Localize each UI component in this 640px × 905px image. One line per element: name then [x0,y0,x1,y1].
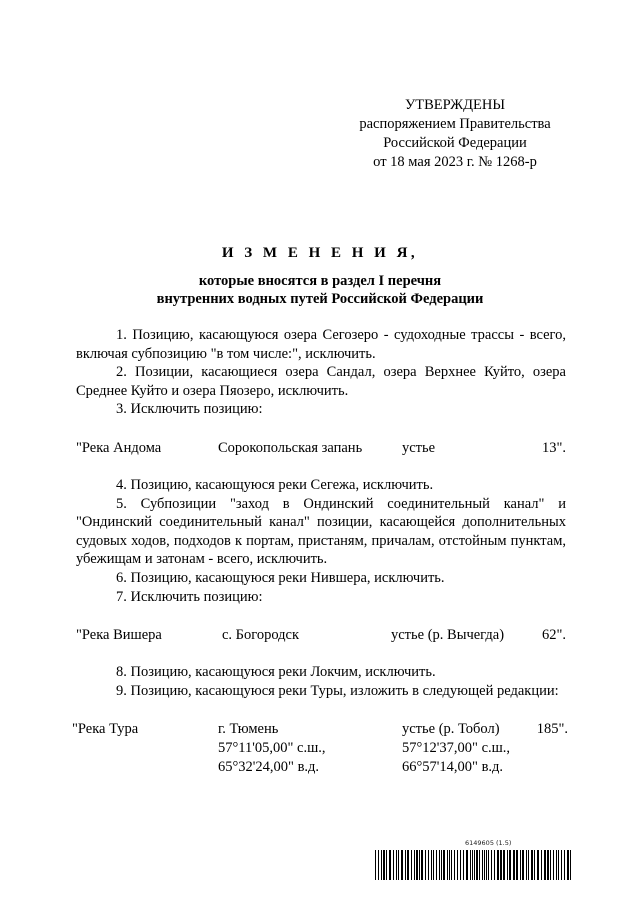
document-code: 6149605 (1.5) [465,839,512,847]
entry-tura-river-col [72,720,138,739]
title-line-1: которые вносятся в раздел I перечня [198,273,442,289]
entry-andoma-to: устье [402,439,436,456]
entry-tura-from-1: г. Тюмень [218,721,279,738]
entry-tura-length: 185". [536,721,568,738]
entry-tura-to-3: 66°57'14,00" в.д. [402,759,504,776]
approval-authority: распоряжением Правительства [359,116,551,132]
entry-andoma-length: 13". [541,439,566,456]
item-6: 6. Позицию, касающуюся реки Нившера, исключить. [116,569,445,586]
entry-tura-length-col [537,720,568,739]
item-1: 1. Позицию, касающуюся озера Сегозеро - судоходные трассы - всего, включая субпозицию "в том числе:", исключить. [76,327,566,362]
entry-andoma-from: Сорокопольская запань [218,439,363,456]
entry-tura [72,720,568,778]
entry-tura-to-1: устье (р. Тобол) [402,721,500,738]
entry-tura-from-col [218,720,326,777]
approval-date-number: от 18 мая 2023 г. № 1268-р [373,154,537,170]
entry-vishera-from: с. Богородск [222,627,300,644]
entry-vishera-length: 62". [541,627,566,644]
item-4: 4. Позицию, касающуюся реки Сегежа, исключить. [116,476,434,493]
item-7: 7. Исключить позицию: [116,588,263,605]
item-3: 3. Исключить позицию: [116,401,263,418]
entry-andoma-river: "Река Андома [76,439,162,456]
entry-andoma [76,439,566,458]
title-line-2: внутренних водных путей Российской Федерации [156,291,484,307]
approval-stamp [340,96,570,172]
item-2: 2. Позиции, касающиеся озера Сандал, озера Верхнее Куйто, озера Среднее Куйто и озера Пяозеро, исключить. [76,364,566,399]
entry-vishera-river: "Река Вишера [76,627,162,644]
item-9: 9. Позицию, касающуюся реки Туры, изложить в следующей редакции: [116,682,559,699]
entry-tura-to-col [402,720,510,777]
item-8: 8. Позицию, касающуюся реки Локчим, исключить. [116,664,436,681]
entry-vishera [76,626,566,645]
entry-tura-from-3: 65°32'24,00" в.д. [218,759,320,776]
entry-vishera-to: устье (р. Вычегда) [391,627,505,644]
title-heading: И З М Е Н Е Н И Я, [221,245,419,261]
approval-title: УТВЕРЖДЕНЫ [404,97,506,113]
approval-federation: Российской Федерации [383,135,527,151]
document-body [72,326,568,778]
document-title [60,242,580,308]
item-5: 5. Субпозиции "заход в Ондинский соединительный канал" и "Ондинский соединительный канал" позиции, касающейся дополнительных судовых ходов, подходов к портам, пристаням, причалам, отстойным пунктам, убежищам и затонам - всего, исключить. [76,495,566,568]
entry-tura-from-2: 57°11'05,00" с.ш., [218,740,326,757]
barcode-image [375,850,571,880]
entry-tura-river: "Река Тура [72,721,139,738]
entry-tura-to-2: 57°12'37,00" с.ш., [402,740,511,757]
